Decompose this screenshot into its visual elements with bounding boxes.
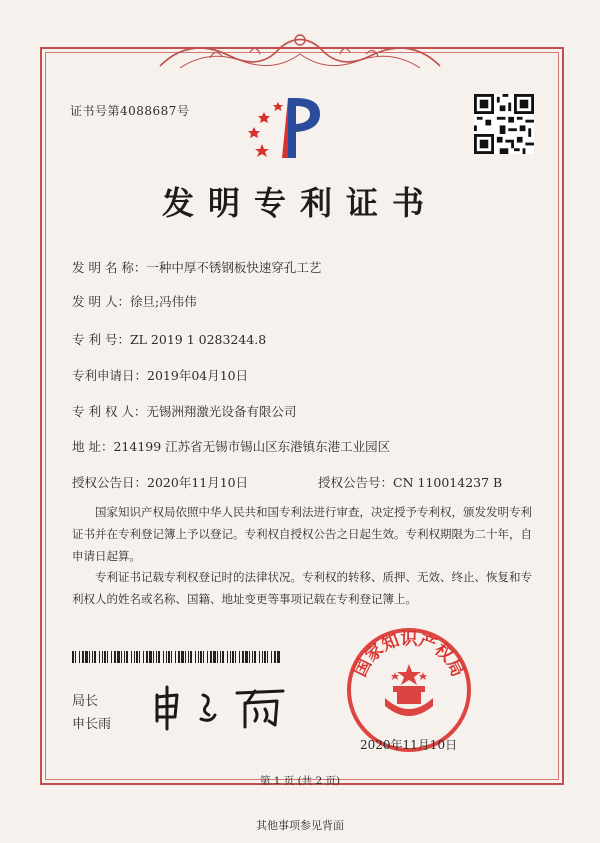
field-value: 214199 江苏省无锡市锡山区东港镇东港工业园区 [113,439,391,454]
director-signature-icon [145,683,295,731]
field-value: 一种中厚不锈钢板快速穿孔工艺 [146,260,322,275]
field-address [72,437,390,455]
field-label: 授权公告日： [72,475,148,490]
field-label: 专利申请日： [72,368,148,383]
field-grant-date [72,473,248,491]
field-label: 地 址： [72,439,114,454]
field-application-date [72,366,248,384]
field-label: 授权公告号： [318,475,394,490]
official-seal-icon [345,626,473,754]
field-label: 发 明 人： [72,294,130,309]
field-label: 发 明 名 称： [72,260,147,275]
qr-code-icon [474,94,534,154]
barcode-icon [72,651,282,663]
field-label: 专 利 权 人： [72,404,147,419]
field-value: 无锡洲翔激光设备有限公司 [146,404,297,419]
field-patent-number [72,330,266,348]
field-value: ZL 2019 1 0283244.8 [129,332,267,347]
back-note: 其他事项参见背面 [256,819,344,832]
page-indicator: 第 1 页 (共 2 页) [259,775,341,787]
page-title: 发明专利证书 [161,184,438,222]
grant-statement-paragraph: 国家知识产权局依照中华人民共和国专利法进行审查，决定授予专利权，颁发发明专利证书并在专利登记簿上予以登记。专利权自授权公告之日起生效。专利权期限为二十年，自申请日起算。 [72,505,532,563]
field-invention-name [72,258,321,276]
certificate-number: 证书号第4088687号 [70,104,190,118]
director-title: 局长 [72,694,99,709]
field-value: CN 110014237 B [393,475,503,490]
field-grant-number [318,473,502,491]
ornament-top-decoration [150,26,450,74]
field-value: 2019年04月10日 [147,368,249,383]
field-value: 徐旦;冯伟伟 [129,294,197,309]
director-name: 申长雨 [72,717,112,732]
legal-status-paragraph: 专利证书记载专利权登记时的法律状况。专利权的转移、质押、无效、终止、恢复和专利权人的姓名或名称、国籍、地址变更等事项记载在专利登记簿上。 [72,570,532,606]
field-value: 2020年11月10日 [147,475,249,490]
field-patentee [72,402,296,420]
seal-text: 国家知识产权局 [350,629,468,681]
field-inventor [72,292,197,310]
field-label: 专 利 号： [72,332,130,347]
seal-date: 2020年11月10日 [360,738,458,752]
cnipa-logo-icon [242,92,328,164]
